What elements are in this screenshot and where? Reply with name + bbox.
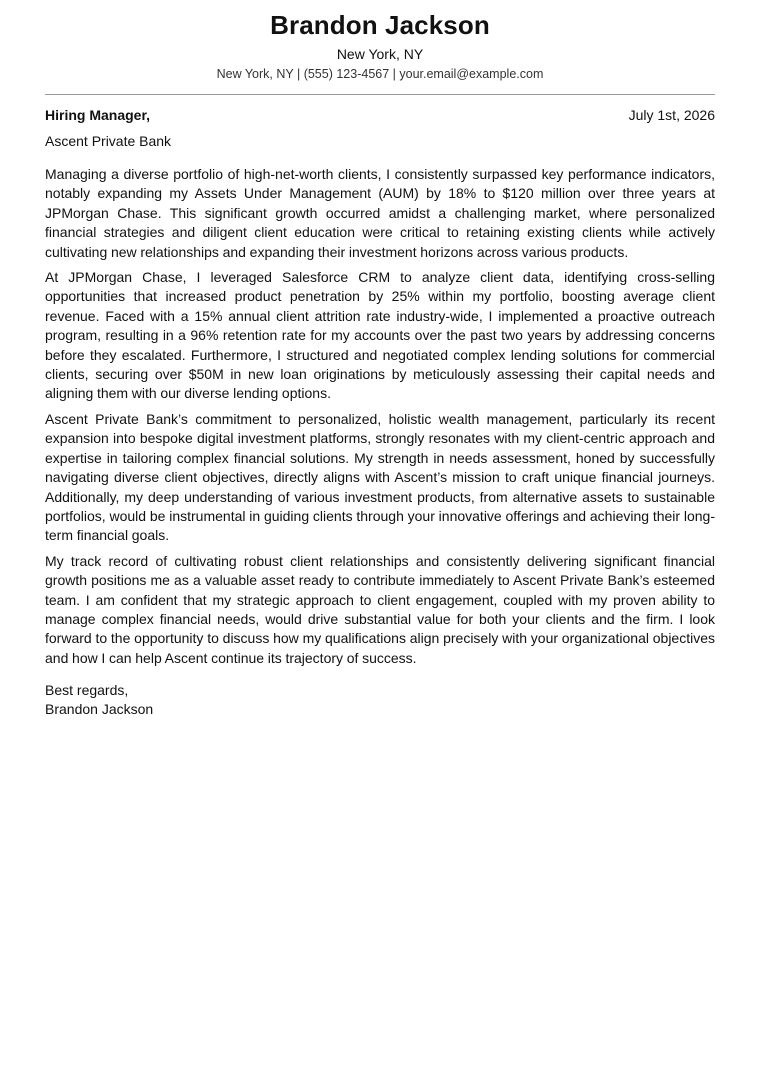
recipient-company: Ascent Private Bank <box>45 133 172 149</box>
recipient-date-row <box>45 106 715 124</box>
applicant-location: New York, NY <box>336 46 424 62</box>
header-divider <box>45 94 715 95</box>
letter-closing <box>45 681 715 719</box>
letter-body <box>45 165 715 668</box>
recipient-salutation: Hiring Manager, <box>45 107 151 123</box>
signature-name: Brandon Jackson <box>45 701 154 718</box>
body-paragraph: Ascent Private Bank’s commitment to personalized, holistic wealth management, particularly its recent expansion into bespoke digital investment platforms, strongly resonates with my client-centric approach and expertise in tailoring complex financial solutions. My strength in needs assessment, honed by successfully navigating diverse client objectives, directly aligns with Ascent’s mission to craft unique financial journeys. Additionally, my deep understanding of various investment products, from alternative assets to sustainable portfolios, would be instrumental in guiding clients through your innovative offerings and achieving their long-term financial goals. <box>45 410 715 544</box>
letter-header <box>45 0 715 95</box>
closing-phrase: Best regards, <box>45 682 129 699</box>
body-paragraph: Managing a diverse portfolio of high-net-worth clients, I consistently surpassed key performance indicators, notably expanding my Assets Under Management (AUM) by 18% to $120 million over three years at JPMorgan Chase. This significant growth occurred amidst a challenging market, where personalized financial strategies and diligent client education were critical to retaining existing clients while actively cultivating new relationships and expanding their investment horizons across various products. <box>45 166 715 260</box>
applicant-contact-line: New York, NY | (555) 123-4567 | your.email@example.com <box>216 67 544 81</box>
body-paragraph: At JPMorgan Chase, I leveraged Salesforce CRM to analyze client data, identifying cross-selling opportunities that increased product penetration by 25% within my portfolio, boosting average client revenue. Faced with a 15% annual client attrition rate industry-wide, I implemented a proactive outreach program, resulting in a 96% retention rate for my accounts over the past two years by addressing concerns before they escalated. Furthermore, I structured and negotiated complex lending solutions for commercial clients, securing over $50M in new loan originations by meticulously assessing their capital needs and aligning them with our diverse lending options. <box>45 269 715 402</box>
body-paragraph: My track record of cultivating robust client relationships and consistently delivering significant financial growth positions me as a valuable asset ready to contribute immediately to Ascent Private Bank’s esteemed team. I am confident that my strategic approach to client engagement, coupled with my proven ability to manage complex financial needs, would drive substantial value for both your clients and the firm. I look forward to the opportunity to discuss how my qualifications align precisely with your organizational objectives and how I can help Ascent continue its trajectory of success. <box>45 552 715 666</box>
applicant-name: Brandon Jackson <box>270 10 490 40</box>
letter-date: July 1st, 2026 <box>628 107 715 123</box>
